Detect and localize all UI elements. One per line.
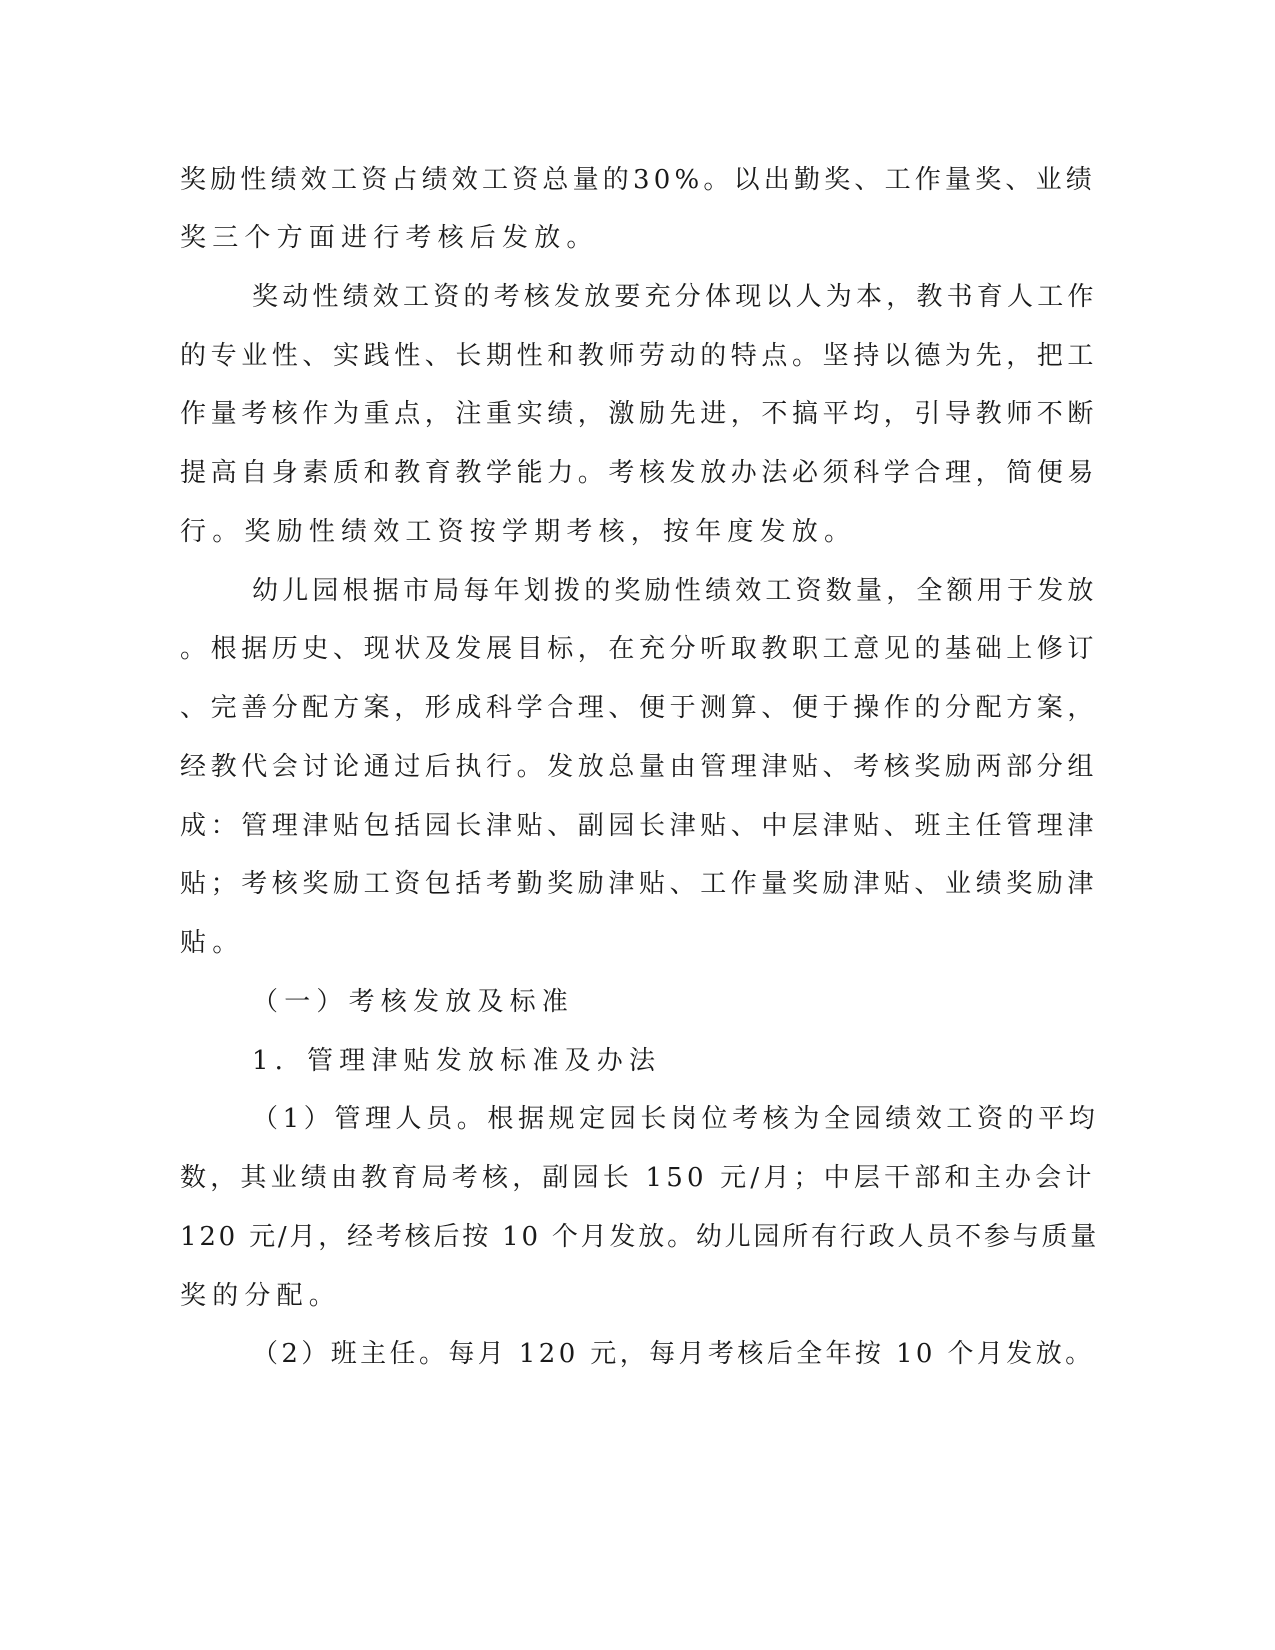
section-heading: （一）考核发放及标准	[252, 987, 575, 1017]
text-line-9: 。根据历史、现状及发展目标，在充分听取教职工意见的基础上修订	[180, 634, 1099, 664]
text-line-4: 的专业性、实践性、长期性和教师劳动的特点。坚持以德为先，把工	[180, 341, 1099, 371]
paragraph-2-line-1: 奖动性绩效工资的考核发放要充分体现以人为本，教书育人工作	[252, 282, 1098, 312]
text-line-11: 经教代会讨论通过后执行。发放总量由管理津贴、考核奖励两部分组	[180, 752, 1099, 782]
text-line-18: 数，其业绩由教育局考核，副园长 150 元/月；中层干部和主办会计	[180, 1163, 1096, 1193]
text-line-5: 作量考核作为重点，注重实绩，激励先进，不搞平均，引导教师不断	[180, 399, 1099, 429]
text-line-2: 奖三个方面进行考核后发放。	[180, 223, 599, 253]
text-line-13: 贴；考核奖励工资包括考勤奖励津贴、工作量奖励津贴、业绩奖励津	[180, 869, 1099, 899]
paragraph-3-line-1: 幼儿园根据市局每年划拨的奖励性绩效工资数量，全额用于发放	[252, 576, 1098, 606]
item-1-line-1: （1）管理人员。根据规定园长岗位考核为全园绩效工资的平均	[252, 1104, 1100, 1134]
text-line-7: 行。奖励性绩效工资按学期考核，按年度发放。	[180, 517, 857, 547]
text-line-10: 、完善分配方案，形成科学合理、便于测算、便于操作的分配方案，	[180, 693, 1099, 723]
text-line-1: 奖励性绩效工资占绩效工资总量的30%。以出勤奖、工作量奖、业绩	[180, 165, 1096, 195]
text-line-14: 贴。	[180, 928, 245, 958]
text-line-6: 提高自身素质和教育教学能力。考核发放办法必须科学合理，简便易	[180, 458, 1099, 488]
subsection-heading: 1．管理津贴发放标准及办法	[252, 1046, 662, 1076]
text-line-20: 奖的分配。	[180, 1281, 342, 1311]
text-line-19: 120 元/月，经考核后按 10 个月发放。幼儿园所有行政人员不参与质量	[180, 1222, 1100, 1252]
item-2-line-1: （2）班主任。每月 120 元，每月考核后全年按 10 个月发放。	[252, 1339, 1095, 1369]
text-line-12: 成：管理津贴包括园长津贴、副园长津贴、中层津贴、班主任管理津	[180, 811, 1099, 841]
